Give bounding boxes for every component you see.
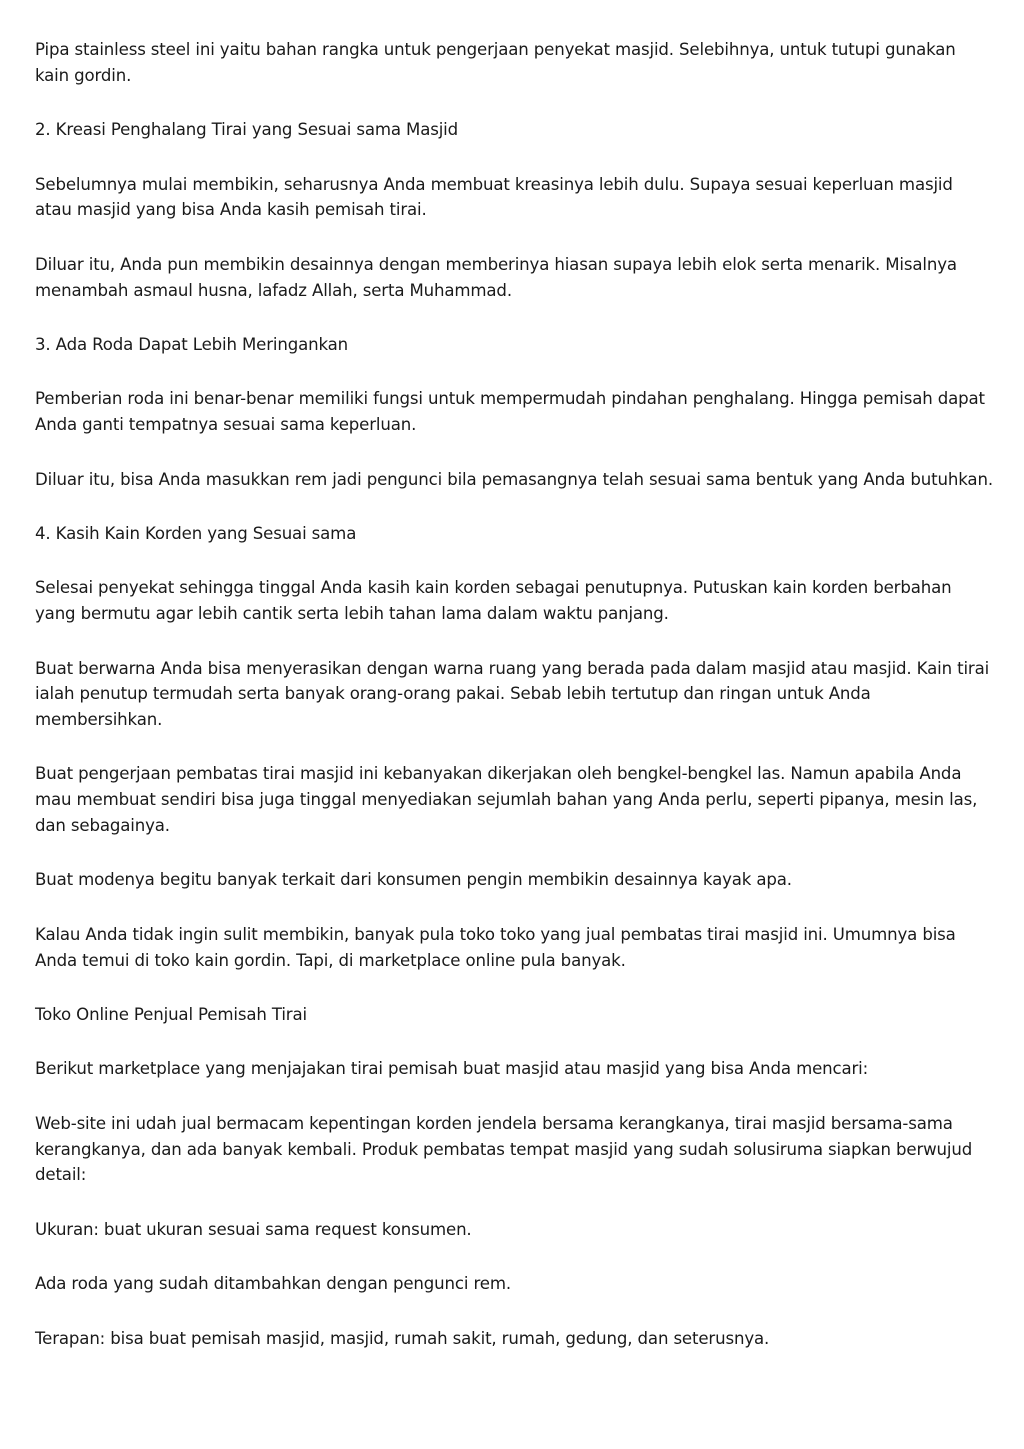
paragraph: Sebelumnya mulai membikin, seharusnya Anda membuat kreasinya lebih dulu. Supaya sesuai keperluan masjid atau masjid yang bisa Anda kasih pemisah tirai. — [35, 174, 953, 220]
paragraph: Web-site ini udah jual bermacam kepentingan korden jendela bersama kerangkanya, tirai masjid bersama-sama kerangkanya, dan ada banyak kembali. Produk pembatas tempat masjid yang sudah solusiruma siapkan berwujud detail: — [35, 1113, 973, 1185]
paragraph: Ada roda yang sudah ditambahkan dengan pengunci rem. — [35, 1274, 511, 1294]
paragraph: Kalau Anda tidak ingin sulit membikin, banyak pula toko toko yang jual pembatas tirai masjid ini. Umumnya bisa Anda temui di toko kain gordin. Tapi, di marketplace online pula banyak. — [35, 924, 956, 970]
paragraph-intro: Pipa stainless steel ini yaitu bahan rangka untuk pengerjaan penyekat masjid. Selebihnya, untuk tutupi gunakan kain gordin. — [35, 40, 956, 85]
heading-ada-roda: 3. Ada Roda Dapat Lebih Meringankan — [35, 334, 349, 354]
heading-kreasi-penghalang: 2. Kreasi Penghalang Tirai yang Sesuai sama Masjid — [35, 120, 459, 140]
paragraph: Pemberian roda ini benar-benar memiliki fungsi untuk mempermudah pindahan penghalang. Hingga pemisah dapat Anda ganti tempatnya sesuai sama keperluan. — [35, 389, 985, 435]
paragraph: Buat pengerjaan pembatas tirai masjid ini kebanyakan dikerjakan oleh bengkel-bengkel las. Namun apabila Anda mau membuat sendiri bisa juga tinggal menyediakan sejumlah bahan yang Anda perlu, seperti pipanya, mesin las, dan sebagainya. — [35, 764, 978, 836]
heading-kasih-kain-korden: 4. Kasih Kain Korden yang Sesuai sama — [35, 523, 357, 543]
paragraph: Ukuran: buat ukuran sesuai sama request konsumen. — [35, 1219, 472, 1239]
paragraph: Buat berwarna Anda bisa menyerasikan dengan warna ruang yang berada pada dalam masjid atau masjid. Kain tirai ialah penutup termudah serta banyak orang-orang pakai. Sebab lebih tertutup dan ringan untuk Anda membersihkan. — [35, 658, 990, 730]
paragraph: Terapan: bisa buat pemisah masjid, masjid, rumah sakit, rumah, gedung, dan seterusnya. — [35, 1328, 770, 1348]
paragraph: Buat modenya begitu banyak terkait dari konsumen pengin membikin desainnya kayak apa. — [35, 870, 792, 890]
paragraph: Selesai penyekat sehingga tinggal Anda kasih kain korden sebagai penutupnya. Putuskan kain korden berbahan yang bermutu agar lebih cantik serta lebih tahan lama dalam waktu panjang. — [35, 578, 952, 624]
paragraph: Diluar itu, Anda pun membikin desainnya dengan memberinya hiasan supaya lebih elok serta menarik. Misalnya menambah asmaul husna, lafadz Allah, serta Muhammad. — [35, 254, 957, 300]
heading-toko-online: Toko Online Penjual Pemisah Tirai — [35, 1005, 307, 1025]
paragraph: Diluar itu, bisa Anda masukkan rem jadi pengunci bila pemasangnya telah sesuai sama bentuk yang Anda butuhkan. — [35, 469, 993, 489]
paragraph: Berikut marketplace yang menjajakan tirai pemisah buat masjid atau masjid yang bisa Anda mencari: — [35, 1059, 869, 1079]
